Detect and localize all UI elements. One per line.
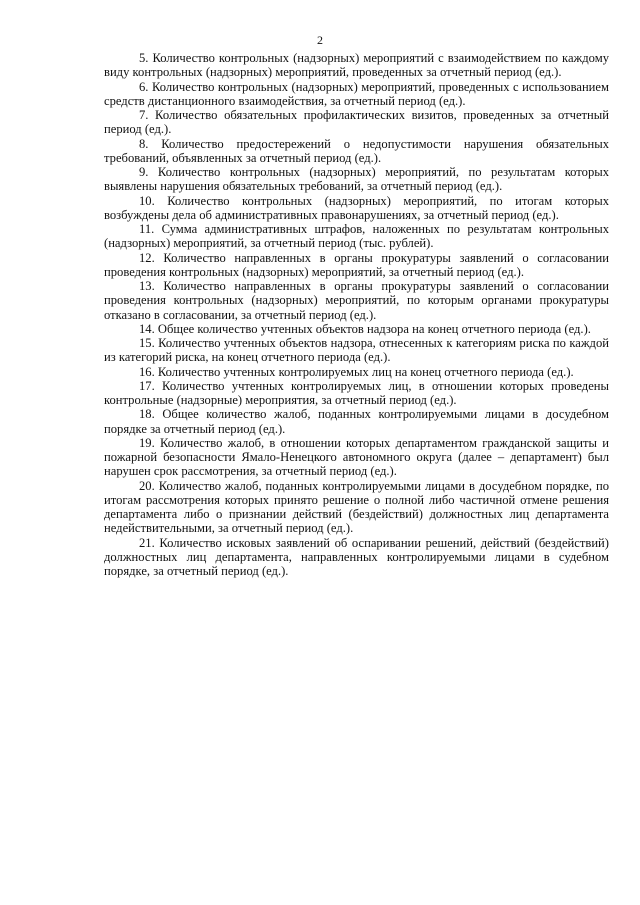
list-item-8: 8. Количество предостережений о недопустимости нарушения обязательных требований, объявленных за отчетный период (ед.).	[104, 136, 609, 165]
list-item-11: 11. Сумма административных штрафов, наложенных по результатам контрольных (надзорных) мероприятий, за отчетный период (тыс. рублей).	[104, 222, 609, 251]
list-item-10: 10. Количество контрольных (надзорных) мероприятий, по итогам которых возбуждены дела об административных правонарушениях, за отчетный период (ед.).	[104, 193, 609, 222]
list-item-19: 19. Количество жалоб, в отношении которых департаментом гражданской защиты и пожарной безопасности Ямало-Ненецкого автономного округа (далее – департамент) был нарушен срок рассмотрения, за отчетный период (ед.).	[104, 435, 609, 479]
list-item-12: 12. Количество направленных в органы прокуратуры заявлений о согласовании проведения контрольных (надзорных) мероприятий, за отчетный период (ед.).	[104, 250, 609, 279]
list-item-21: 21. Количество исковых заявлений об оспаривании решений, действий (бездействий) должностных лиц департамента, направленных контролируемыми лицами в судебном порядке, за отчетный период (ед.).	[104, 535, 609, 578]
page-number: 2	[317, 33, 323, 47]
list-item-15: 15. Количество учтенных объектов надзора, отнесенных к категориям риска по каждой из категорий риска, на конец отчетного периода (ед.).	[104, 336, 609, 365]
list-item-14: 14. Общее количество учтенных объектов надзора на конец отчетного периода (ед.).	[139, 321, 591, 336]
list-item-20: 20. Количество жалоб, поданных контролируемыми лицами в досудебном порядке, по итогам рассмотрения которых принято решение о полной либо частичной отмене решения департамента либо о признании действий (бездействий) должностных лиц департамента недействительными, за отчетный период (ед.).	[104, 478, 609, 536]
list-item-13: 13. Количество направленных в органы прокуратуры заявлений о согласовании проведения контрольных (надзорных) мероприятий, по которым органами прокуратуры отказано в согласовании, за отчетный период (ед.).	[104, 279, 609, 322]
document-body	[104, 51, 609, 578]
list-item-7: 7. Количество обязательных профилактических визитов, проведенных за отчетный период (ед.).	[104, 108, 609, 137]
list-item-16: 16. Количество учтенных контролируемых лиц на конец отчетного периода (ед.).	[139, 364, 574, 379]
list-item-18: 18. Общее количество жалоб, поданных контролируемыми лицами в досудебном порядке за отчетный период (ед.).	[104, 407, 609, 436]
list-item-6: 6. Количество контрольных (надзорных) мероприятий, проведенных с использованием средств дистанционного взаимодействия, за отчетный период (ед.).	[104, 79, 609, 108]
list-item-9: 9. Количество контрольных (надзорных) мероприятий, по результатам которых выявлены нарушения обязательных требований, за отчетный период (ед.).	[104, 165, 609, 194]
list-item-5: 5. Количество контрольных (надзорных) мероприятий с взаимодействием по каждому виду контрольных (надзорных) мероприятий, проведенных за отчетный период (ед.).	[104, 51, 609, 80]
list-item-17: 17. Количество учтенных контролируемых лиц, в отношении которых проведены контрольные (надзорные) мероприятия, за отчетный период (ед.).	[104, 378, 609, 407]
